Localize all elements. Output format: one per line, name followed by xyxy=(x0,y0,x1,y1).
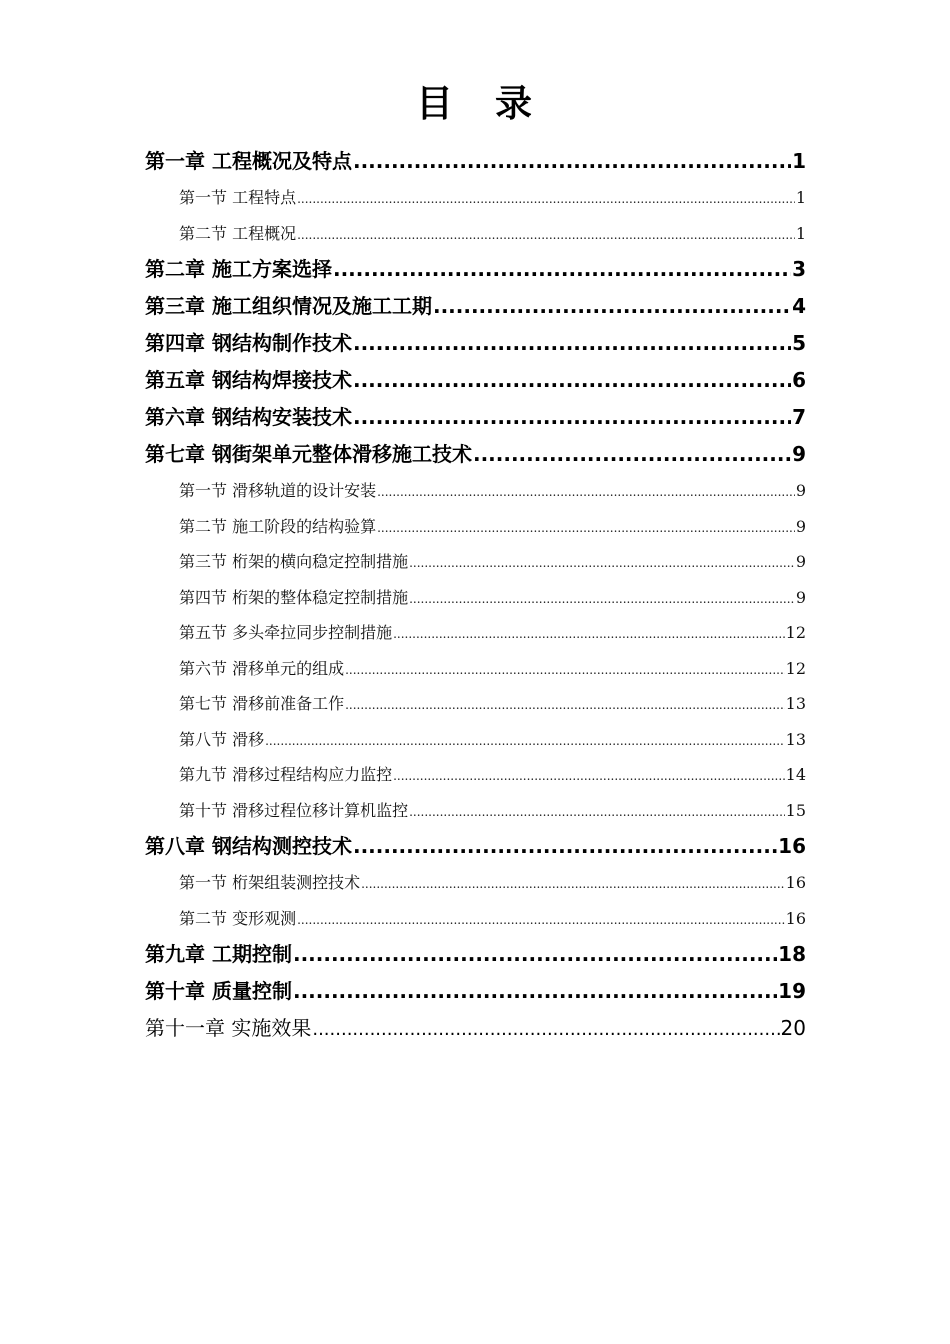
toc-section-entry[interactable] xyxy=(145,865,806,901)
toc-section-entry[interactable] xyxy=(145,509,806,545)
toc-entry-label: 第六章 钢结构安装技术 xyxy=(145,405,352,429)
toc-entry-page-number: 1 xyxy=(795,188,806,207)
toc-entry-label: 第一节 滑移轨道的设计安装 xyxy=(179,481,377,500)
title-char-1: 目 xyxy=(416,82,455,125)
toc-entry-label: 第四节 桁架的整体稳定控制措施 xyxy=(179,587,409,607)
toc-entry-page-number: 13 xyxy=(785,729,806,749)
dot-leader xyxy=(473,436,791,473)
toc-entry-page-number: 9 xyxy=(795,516,806,536)
toc-chapter-entry[interactable] xyxy=(145,436,806,473)
toc-entry-label: 第一章 工程概况及特点 xyxy=(145,149,352,173)
toc-entry-label: 第一节 桁架组装测控技术 xyxy=(179,873,361,892)
toc-entry-label: 第七节 滑移前准备工作 xyxy=(179,694,345,713)
toc-chapter-entry[interactable] xyxy=(145,1010,806,1047)
dot-leader xyxy=(345,688,785,724)
dot-leader xyxy=(409,582,795,618)
dot-leader xyxy=(353,399,791,436)
toc-entry-label: 第二章 施工方案选择 xyxy=(145,257,332,281)
toc-entry-label: 第七章 钢街架单元整体滑移施工技术 xyxy=(145,442,472,466)
toc-section-entry[interactable] xyxy=(145,544,806,580)
dot-leader xyxy=(353,143,791,180)
toc-section-entry[interactable] xyxy=(145,686,806,722)
dot-leader xyxy=(377,475,795,511)
toc-chapter-entry[interactable] xyxy=(145,828,806,865)
toc-entry-page-number: 1 xyxy=(795,223,806,243)
toc-section-entry[interactable] xyxy=(145,793,806,829)
toc-entry-label: 第四章 钢结构制作技术 xyxy=(145,331,352,355)
toc-entry-label: 第十节 滑移过程位移计算机监控 xyxy=(179,800,409,820)
toc-entry-page-number: 18 xyxy=(778,942,806,966)
dot-leader xyxy=(293,973,777,1010)
toc-entry-label: 第九节 滑移过程结构应力监控 xyxy=(179,765,393,784)
toc-entry-label: 第六节 滑移单元的组成 xyxy=(179,658,345,678)
toc-entry-label: 第九章 工期控制 xyxy=(145,942,292,966)
toc-entry-page-number: 9 xyxy=(792,442,806,466)
dot-leader xyxy=(361,867,785,903)
toc-entry-page-number: 3 xyxy=(792,257,806,281)
dot-leader xyxy=(433,288,791,325)
dot-leader xyxy=(265,724,785,760)
toc-entry-page-number: 1 xyxy=(792,149,806,173)
toc-entry-label: 第十章 质量控制 xyxy=(145,979,292,1003)
toc-entry-label: 第二节 工程概况 xyxy=(179,223,297,243)
toc-section-entry[interactable] xyxy=(145,216,806,252)
toc-entry-label: 第五章 钢结构焊接技术 xyxy=(145,368,352,392)
toc-entry-label: 第一节 工程特点 xyxy=(179,188,297,207)
toc-entry-label: 第三章 施工组织情况及施工工期 xyxy=(145,294,432,318)
toc-chapter-entry[interactable] xyxy=(145,251,806,288)
toc-section-entry[interactable] xyxy=(145,580,806,616)
toc-entry-label: 第八节 滑移 xyxy=(179,729,265,749)
toc-chapter-entry[interactable] xyxy=(145,143,806,180)
dot-leader xyxy=(409,795,785,831)
dot-leader xyxy=(333,251,791,288)
title-char-2: 录 xyxy=(495,82,534,125)
toc-entry-page-number: 16 xyxy=(778,834,806,858)
toc-chapter-entry[interactable] xyxy=(145,288,806,325)
dot-leader xyxy=(353,362,791,399)
toc-chapter-entry[interactable] xyxy=(145,362,806,399)
table-of-contents xyxy=(145,143,806,1047)
toc-section-entry[interactable] xyxy=(145,473,806,509)
dot-leader xyxy=(393,617,785,653)
toc-entry-page-number: 16 xyxy=(785,873,806,892)
dot-leader xyxy=(409,546,795,582)
dot-leader xyxy=(353,325,791,362)
toc-section-entry[interactable] xyxy=(145,180,806,216)
toc-section-entry[interactable] xyxy=(145,615,806,651)
toc-entry-page-number: 6 xyxy=(792,368,806,392)
toc-section-entry[interactable] xyxy=(145,722,806,758)
toc-entry-page-number: 9 xyxy=(795,587,806,607)
dot-leader xyxy=(312,1011,779,1048)
dot-leader xyxy=(353,828,777,865)
toc-entry-page-number: 19 xyxy=(778,979,806,1003)
toc-entry-page-number: 12 xyxy=(785,623,806,642)
dot-leader xyxy=(393,759,785,795)
toc-entry-label: 第五节 多头牵拉同步控制措施 xyxy=(179,623,393,642)
dot-leader xyxy=(297,182,795,218)
toc-entry-page-number: 15 xyxy=(785,800,806,820)
page-title xyxy=(0,80,950,128)
toc-entry-page-number: 16 xyxy=(785,908,806,928)
toc-entry-page-number: 9 xyxy=(795,552,806,571)
toc-entry-label: 第二节 施工阶段的结构验算 xyxy=(179,516,377,536)
toc-entry-label: 第三节 桁架的横向稳定控制措施 xyxy=(179,552,409,571)
toc-section-entry[interactable] xyxy=(145,901,806,937)
dot-leader xyxy=(377,511,795,547)
toc-entry-page-number: 13 xyxy=(785,694,806,713)
dot-leader xyxy=(293,936,777,973)
toc-entry-page-number: 9 xyxy=(795,481,806,500)
dot-leader xyxy=(345,653,785,689)
toc-entry-label: 第二节 变形观测 xyxy=(179,908,297,928)
toc-entry-page-number: 14 xyxy=(785,765,806,784)
toc-section-entry[interactable] xyxy=(145,757,806,793)
toc-chapter-entry[interactable] xyxy=(145,973,806,1010)
dot-leader xyxy=(297,218,795,254)
toc-chapter-entry[interactable] xyxy=(145,936,806,973)
toc-chapter-entry[interactable] xyxy=(145,399,806,436)
dot-leader xyxy=(297,903,785,939)
toc-chapter-entry[interactable] xyxy=(145,325,806,362)
toc-section-entry[interactable] xyxy=(145,651,806,687)
toc-entry-label: 第八章 钢结构测控技术 xyxy=(145,834,352,858)
toc-entry-page-number: 7 xyxy=(792,405,806,429)
toc-entry-label: 第十一章 实施效果 xyxy=(145,1016,312,1040)
toc-entry-page-number: 12 xyxy=(785,658,806,678)
toc-entry-page-number: 20 xyxy=(780,1016,806,1040)
toc-entry-page-number: 5 xyxy=(792,331,806,355)
toc-entry-page-number: 4 xyxy=(792,294,806,318)
